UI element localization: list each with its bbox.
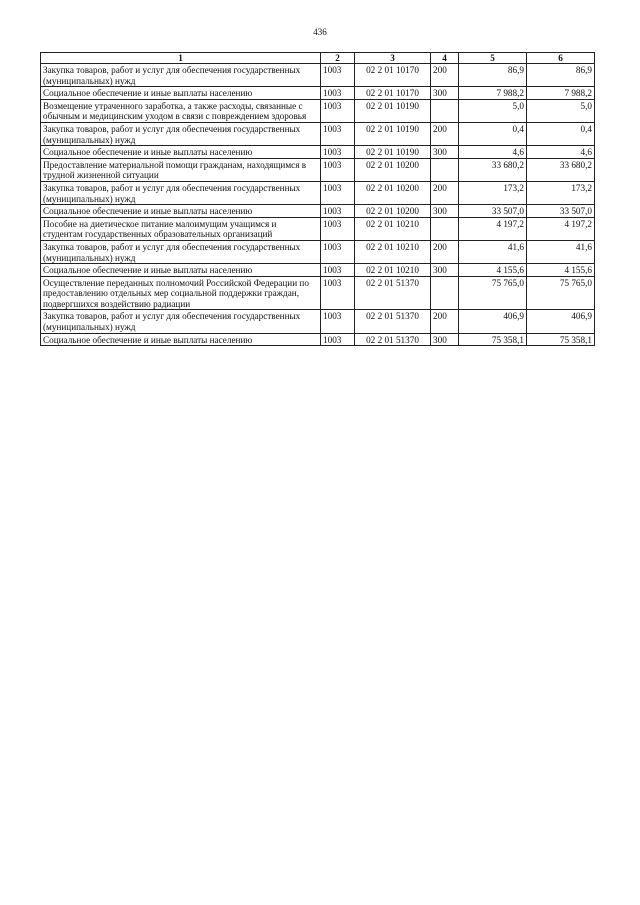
amount-column-6: 86,9 xyxy=(527,64,595,87)
amount-column-5: 173,2 xyxy=(459,181,527,204)
header-cell-4: 4 xyxy=(431,53,459,64)
amount-column-6: 5,0 xyxy=(527,99,595,122)
amount-column-5: 4 155,6 xyxy=(459,264,527,277)
section-code: 1003 xyxy=(321,64,355,87)
header-cell-1: 1 xyxy=(41,53,321,64)
header-cell-6: 6 xyxy=(527,53,595,64)
expense-type-code: 200 xyxy=(431,122,459,145)
expense-name: Предоставление материальной помощи гражданам, находящимся в трудной жизненной ситуации xyxy=(41,158,321,181)
target-article-code: 02 2 01 51370 xyxy=(355,276,431,310)
amount-column-6: 173,2 xyxy=(527,181,595,204)
target-article-code: 02 2 01 51370 xyxy=(355,333,431,346)
expense-name: Закупка товаров, работ и услуг для обеспечения государственных (муниципальных) нужд xyxy=(41,181,321,204)
expense-type-code: 300 xyxy=(431,146,459,159)
section-code: 1003 xyxy=(321,217,355,240)
table-row xyxy=(41,276,595,310)
expense-name: Осуществление переданных полномочий Российской Федерации по предоставлению отдельных мер социальной поддержки граждан, подвергшихся воздействию радиации xyxy=(41,276,321,310)
amount-column-5: 75 358,1 xyxy=(459,333,527,346)
expense-name: Социальное обеспечение и иные выплаты населению xyxy=(41,205,321,218)
expense-name: Закупка товаров, работ и услуг для обеспечения государственных (муниципальных) нужд xyxy=(41,122,321,145)
target-article-code: 02 2 01 10200 xyxy=(355,158,431,181)
table-row xyxy=(41,146,595,159)
expense-type-code: 300 xyxy=(431,87,459,100)
header-cell-5: 5 xyxy=(459,53,527,64)
amount-column-6: 4,6 xyxy=(527,146,595,159)
table-row xyxy=(41,158,595,181)
expense-name: Закупка товаров, работ и услуг для обеспечения государственных (муниципальных) нужд xyxy=(41,64,321,87)
section-code: 1003 xyxy=(321,264,355,277)
expense-type-code: 200 xyxy=(431,240,459,263)
amount-column-6: 75 765,0 xyxy=(527,276,595,310)
section-code: 1003 xyxy=(321,276,355,310)
table-row xyxy=(41,333,595,346)
expense-name: Пособие на диетическое питание малоимущим учащимся и студентам государственных образовательных организаций xyxy=(41,217,321,240)
amount-column-6: 75 358,1 xyxy=(527,333,595,346)
table-row xyxy=(41,264,595,277)
expense-type-code: 200 xyxy=(431,310,459,333)
amount-column-5: 86,9 xyxy=(459,64,527,87)
amount-column-6: 4 197,2 xyxy=(527,217,595,240)
header-row xyxy=(41,53,595,64)
amount-column-6: 4 155,6 xyxy=(527,264,595,277)
amount-column-5: 0,4 xyxy=(459,122,527,145)
section-code: 1003 xyxy=(321,181,355,204)
amount-column-5: 406,9 xyxy=(459,310,527,333)
section-code: 1003 xyxy=(321,99,355,122)
amount-column-5: 5,0 xyxy=(459,99,527,122)
target-article-code: 02 2 01 10190 xyxy=(355,122,431,145)
expense-type-code: 300 xyxy=(431,264,459,277)
page-number: 436 xyxy=(313,27,327,37)
target-article-code: 02 2 01 10170 xyxy=(355,64,431,87)
table-row xyxy=(41,240,595,263)
target-article-code: 02 2 01 10210 xyxy=(355,217,431,240)
amount-column-5: 4 197,2 xyxy=(459,217,527,240)
expense-type-code: 300 xyxy=(431,333,459,346)
amount-column-6: 0,4 xyxy=(527,122,595,145)
table-row xyxy=(41,99,595,122)
section-code: 1003 xyxy=(321,240,355,263)
amount-column-6: 406,9 xyxy=(527,310,595,333)
expense-name: Социальное обеспечение и иные выплаты населению xyxy=(41,264,321,277)
section-code: 1003 xyxy=(321,310,355,333)
budget-table xyxy=(40,52,595,346)
amount-column-6: 41,6 xyxy=(527,240,595,263)
table-row xyxy=(41,87,595,100)
expense-type-code xyxy=(431,158,459,181)
table-body xyxy=(41,64,595,346)
amount-column-6: 33 507,0 xyxy=(527,205,595,218)
section-code: 1003 xyxy=(321,146,355,159)
amount-column-5: 75 765,0 xyxy=(459,276,527,310)
table-row xyxy=(41,64,595,87)
header-cell-2: 2 xyxy=(321,53,355,64)
amount-column-5: 33 680,2 xyxy=(459,158,527,181)
amount-column-5: 7 988,2 xyxy=(459,87,527,100)
expense-name: Социальное обеспечение и иные выплаты населению xyxy=(41,87,321,100)
section-code: 1003 xyxy=(321,87,355,100)
expense-name: Закупка товаров, работ и услуг для обеспечения государственных (муниципальных) нужд xyxy=(41,240,321,263)
expense-name: Закупка товаров, работ и услуг для обеспечения государственных (муниципальных) нужд xyxy=(41,310,321,333)
section-code: 1003 xyxy=(321,205,355,218)
expense-type-code: 200 xyxy=(431,181,459,204)
expense-type-code xyxy=(431,99,459,122)
target-article-code: 02 2 01 10210 xyxy=(355,264,431,277)
expense-name: Возмещение утраченного заработка, а также расходы, связанные с обычным и медицинским уходом в связи с повреждением здоровья xyxy=(41,99,321,122)
amount-column-6: 7 988,2 xyxy=(527,87,595,100)
expense-type-code: 300 xyxy=(431,205,459,218)
target-article-code: 02 2 01 10190 xyxy=(355,146,431,159)
amount-column-5: 41,6 xyxy=(459,240,527,263)
amount-column-6: 33 680,2 xyxy=(527,158,595,181)
target-article-code: 02 2 01 10210 xyxy=(355,240,431,263)
section-code: 1003 xyxy=(321,333,355,346)
expense-type-code: 200 xyxy=(431,64,459,87)
expense-type-code xyxy=(431,217,459,240)
expense-type-code xyxy=(431,276,459,310)
table-row xyxy=(41,217,595,240)
table-row xyxy=(41,181,595,204)
table-row xyxy=(41,205,595,218)
target-article-code: 02 2 01 10190 xyxy=(355,99,431,122)
section-code: 1003 xyxy=(321,122,355,145)
amount-column-5: 33 507,0 xyxy=(459,205,527,218)
expense-name: Социальное обеспечение и иные выплаты населению xyxy=(41,146,321,159)
target-article-code: 02 2 01 51370 xyxy=(355,310,431,333)
section-code: 1003 xyxy=(321,158,355,181)
amount-column-5: 4,6 xyxy=(459,146,527,159)
expense-name: Социальное обеспечение и иные выплаты населению xyxy=(41,333,321,346)
table-row xyxy=(41,310,595,333)
header-cell-3: 3 xyxy=(355,53,431,64)
target-article-code: 02 2 01 10200 xyxy=(355,205,431,218)
target-article-code: 02 2 01 10200 xyxy=(355,181,431,204)
table-row xyxy=(41,122,595,145)
target-article-code: 02 2 01 10170 xyxy=(355,87,431,100)
